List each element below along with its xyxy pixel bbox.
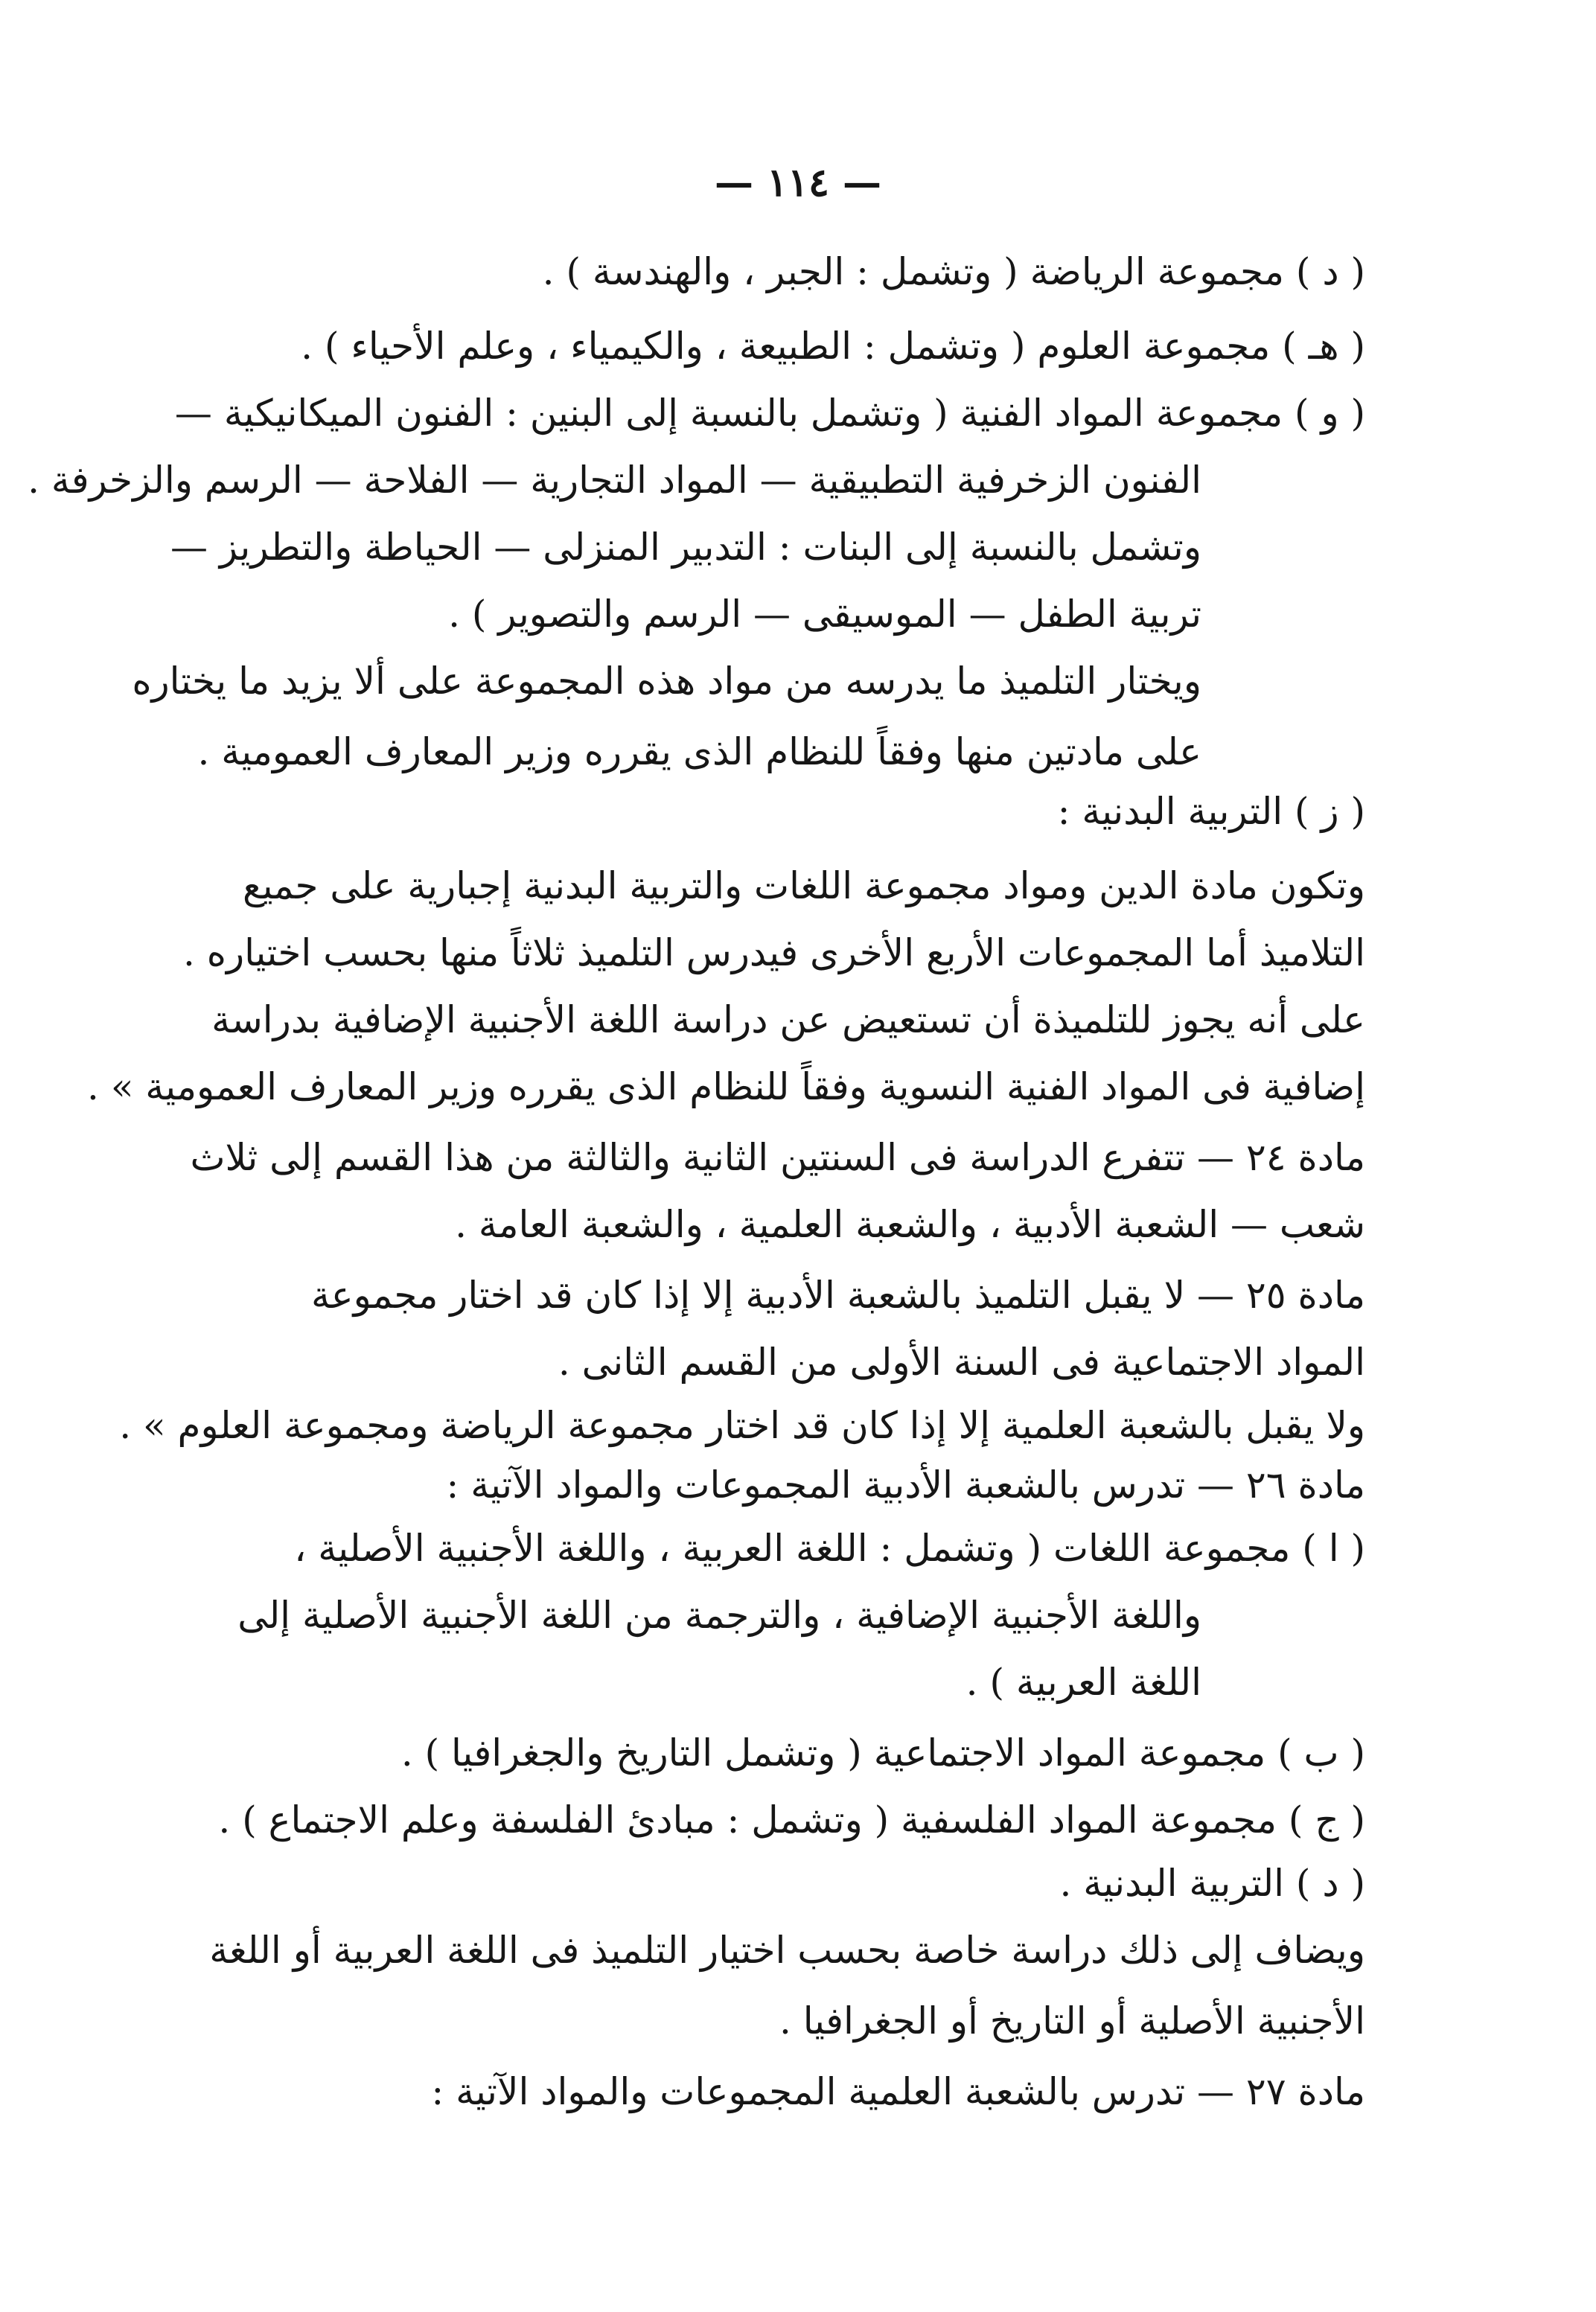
text-line: إضافية فى المواد الفنية النسوية وفقاً للنظام الذى يقرره وزير المعارف العمومية » .	[87, 1065, 1365, 1108]
text-line: وتشمل بالنسبة إلى البنات : التدبير المنزلى — الحياطة والتطريز —	[170, 526, 1201, 569]
text-line: ( د ) مجموعة الرياضة ( وتشمل : الجبر ، والهندسة ) .	[542, 250, 1365, 293]
text-line: اللغة العربية ) .	[965, 1661, 1201, 1704]
text-line: مادة ٢٥ — لا يقبل التلميذ بالشعبة الأدبية إلا إذا كان قد اختار مجموعة	[310, 1274, 1365, 1317]
text-line: التلاميذ أما المجموعات الأربع الأخرى فيدرس التلميذ ثلاثاً منها بحسب اختياره .	[182, 931, 1365, 974]
text-line: على مادتين منها وفقاً للنظام الذى يقرره وزير المعارف العمومية .	[197, 730, 1201, 773]
text-line: واللغة الأجنبية الإضافية ، والترجمة من اللغة الأجنبية الأصلية إلى	[237, 1594, 1201, 1637]
text-line: الفنون الزخرفية التطبيقية — المواد التجارية — الفلاحة — الرسم والزخرفة .	[28, 459, 1201, 502]
text-line: ( و ) مجموعة المواد الفنية ( وتشمل بالنسبة إلى البنين : الفنون الميكانيكية —	[174, 392, 1365, 435]
text-line: الأجنبية الأصلية أو التاريخ أو الجغرافيا .	[779, 1999, 1365, 2043]
text-line: ولا يقبل بالشعبة العلمية إلا إذا كان قد اختار مجموعة الرياضة ومجموعة العلوم » .	[119, 1404, 1365, 1447]
text-line: ( هـ ) مجموعة العلوم ( وتشمل : الطبيعة ، والكيمياء ، وعلم الأحياء ) .	[301, 325, 1365, 368]
text-line: مادة ٢٦ — تدرس بالشعبة الأدبية المجموعات والمواد الآتية :	[446, 1463, 1365, 1507]
text-line: ويضاف إلى ذلك دراسة خاصة بحسب اختيار التلميذ فى اللغة العربية أو اللغة	[209, 1929, 1365, 1972]
text-line: شعب — الشعبة الأدبية ، والشعبة العلمية ، والشعبة العامة .	[455, 1203, 1365, 1246]
text-line: مادة ٢٤ — تتفرع الدراسة فى السنتين الثانية والثالثة من هذا القسم إلى ثلاث	[190, 1136, 1365, 1179]
text-line: ( د ) التربية البدنية .	[1059, 1862, 1365, 1905]
page-number: — ١١٤ —	[714, 160, 881, 205]
text-line: ( ا ) مجموعة اللغات ( وتشمل : اللغة العربية ، واللغة الأجنبية الأصلية ،	[294, 1527, 1365, 1570]
text-line: ( ج ) مجموعة المواد الفلسفية ( وتشمل : مبادئ الفلسفة وعلم الاجتماع ) .	[218, 1798, 1365, 1842]
text-line: تربية الطفل — الموسيقى — الرسم والتصوير ) .	[448, 593, 1201, 636]
text-line: وتكون مادة الدين ومواد مجموعة اللغات والتربية البدنية إجبارية على جميع	[242, 864, 1365, 907]
text-line: ( ب ) مجموعة المواد الاجتماعية ( وتشمل التاريخ والجغرافيا ) .	[400, 1731, 1365, 1775]
text-line: مادة ٢٧ — تدرس بالشعبة العلمية المجموعات والمواد الآتية :	[431, 2070, 1365, 2113]
text-line: ( ز ) التربية البدنية :	[1057, 790, 1365, 833]
text-line: على أنه يجوز للتلميذة أن تستعيض عن دراسة اللغة الأجنبية الإضافية بدراسة	[211, 998, 1365, 1041]
text-line: المواد الاجتماعية فى السنة الأولى من القسم الثانى .	[558, 1341, 1365, 1384]
text-line: ويختار التلميذ ما يدرسه من مواد هذه المجموعة على ألا يزيد ما يختاره	[132, 660, 1201, 703]
